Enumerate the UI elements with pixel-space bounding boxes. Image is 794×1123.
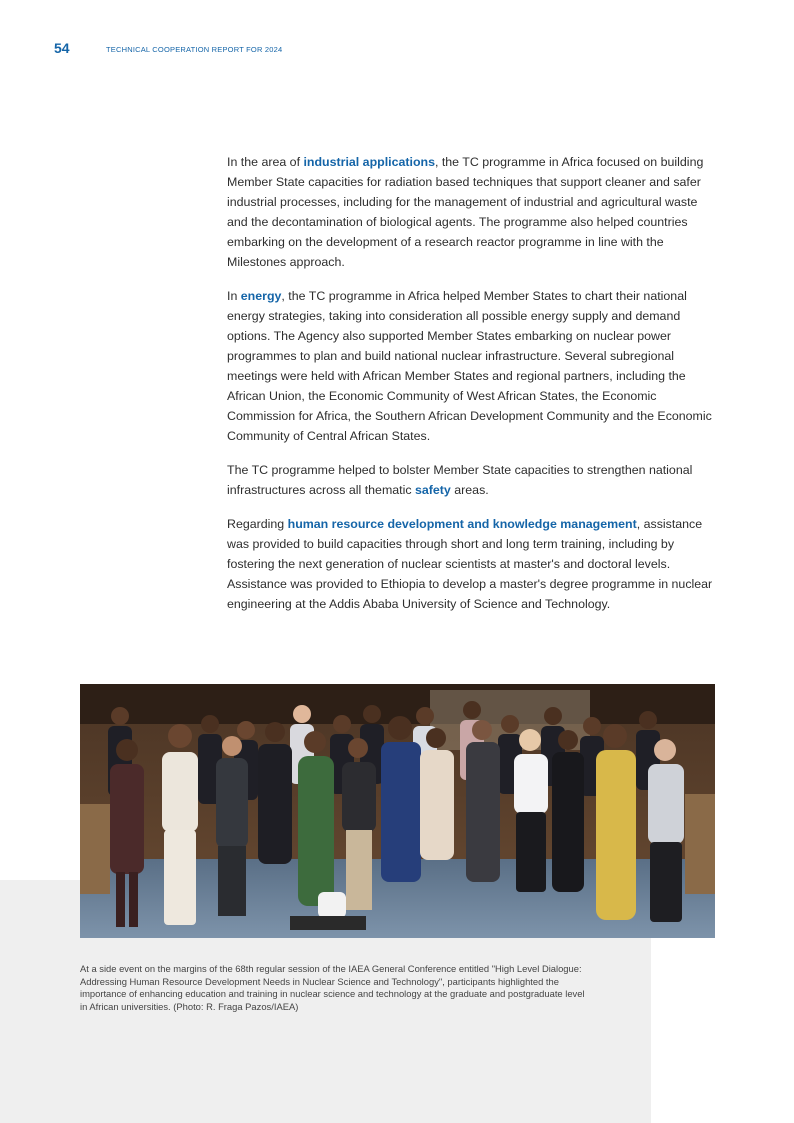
p3-post: areas. <box>450 483 489 497</box>
highlight-energy: energy <box>240 289 282 303</box>
paragraph-hrd <box>227 514 719 614</box>
p1-pre: In the area of <box>227 155 304 169</box>
p2-pre: In <box>227 289 241 303</box>
running-header: TECHNICAL COOPERATION REPORT FOR 2024 <box>106 45 283 54</box>
photo-caption: At a side event on the margins of the 68th regular session of the IAEA General Conference entitled "High Level Dialogue: Addressing Human Resource Development Needs in Nuclear Science and Technology", participants highlighted the importance of enhancing education and training in nuclear science and technology at the graduate and postgraduate level in African universities. (Photo: R. Fraga Pazos/IAEA) <box>80 963 585 1012</box>
p4-pre: Regarding <box>227 517 288 531</box>
page-number: 54 <box>54 40 70 56</box>
highlight-hrd-knowledge-management: human resource development and knowledge management <box>287 517 637 531</box>
paragraph-energy <box>227 286 719 446</box>
group-photo <box>80 684 715 938</box>
p4-post: , assistance was provided to build capacities through short and long term training, including by fostering the next generation of nuclear scientists at master's and doctoral levels. Assistance was provided to Ethiopia to develop a master's degree programme in nuclear engineering at the Addis Ababa University of Science and Technology. <box>227 517 713 611</box>
group-photo-illustration <box>80 684 715 938</box>
p2-post: , the TC programme in Africa helped Member States to chart their national energy strategies, taking into consideration all possible energy supply and demand options. The Agency also supported Member States embarking on nuclear power programmes to plan and build national nuclear infrastructure. Several subregional meetings were held with African Member States and regional partners, including the African Union, the Economic Community of West African States, the Economic Commission for Africa, the Southern African Development Community and the Economic Community of Central African States. <box>227 289 712 443</box>
paragraph-industrial <box>227 152 719 272</box>
p1-post: , the TC programme in Africa focused on building Member State capacities for radiation based techniques that support cleaner and safer industrial processes, including for the management of industrial and agricultural waste and the decontamination of biological agents. The programme also helped countries embarking on the development of a research reactor programme in line with the Milestones approach. <box>227 155 704 269</box>
paragraph-safety <box>227 460 719 500</box>
highlight-safety: safety <box>415 483 451 497</box>
p3-pre: The TC programme helped to bolster Member State capacities to strengthen national infrastructures across all thematic <box>227 463 693 497</box>
body-text <box>227 152 719 628</box>
highlight-industrial-applications: industrial applications <box>303 155 435 169</box>
